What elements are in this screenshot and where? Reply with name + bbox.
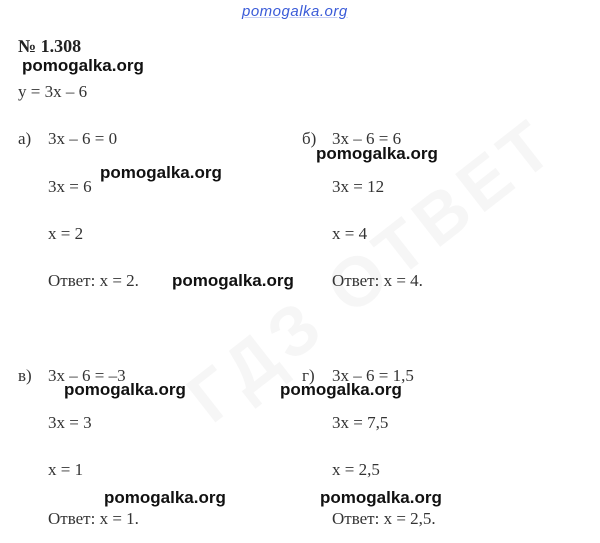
part-c-answer: Ответ: x = 1. xyxy=(48,509,139,528)
part-a-answer: Ответ: x = 2. xyxy=(48,271,139,290)
watermark-text: pomogalka.org xyxy=(100,163,222,182)
part-b-letter: б) xyxy=(302,129,317,148)
part-c-step-2: x = 1 xyxy=(48,460,84,479)
function-formula: y = 3x – 6 xyxy=(18,82,88,101)
watermark-text: pomogalka.org xyxy=(280,380,402,399)
part-a-step-2: x = 2 xyxy=(48,224,84,243)
part-d-answer: Ответ: x = 2,5. xyxy=(332,509,436,528)
part-d-letter: г) xyxy=(302,366,315,385)
task-number: № 1.308 xyxy=(18,36,82,56)
part-b-step-2: x = 4 xyxy=(332,224,368,243)
watermark-text: pomogalka.org xyxy=(320,488,442,507)
part-a-letter: а) xyxy=(18,129,32,148)
part-c-step-1: 3x = 3 xyxy=(48,413,92,432)
part-b-equation: 3x – 6 = 6 xyxy=(332,129,402,148)
part-b-step-1: 3x = 12 xyxy=(332,177,385,196)
part-d-step-1: 3x = 7,5 xyxy=(332,413,389,432)
part-c-letter: в) xyxy=(18,366,32,385)
watermark-text: pomogalka.org xyxy=(104,488,226,507)
part-b-answer: Ответ: x = 4. xyxy=(332,271,423,290)
part-a-step-1: 3x = 6 xyxy=(48,177,92,196)
part-d-equation: 3x – 6 = 1,5 xyxy=(332,366,414,385)
part-a-equation: 3x – 6 = 0 xyxy=(48,129,118,148)
site-header-link[interactable]: pomogalka.org xyxy=(242,3,348,20)
watermark-text: pomogalka.org xyxy=(64,380,186,399)
watermark-text: pomogalka.org xyxy=(316,144,438,163)
watermark-text: pomogalka.org xyxy=(22,56,144,75)
watermark-text: pomogalka.org xyxy=(172,271,294,290)
part-c-equation: 3x – 6 = –3 xyxy=(48,366,126,385)
part-d-step-2: x = 2,5 xyxy=(332,460,380,479)
